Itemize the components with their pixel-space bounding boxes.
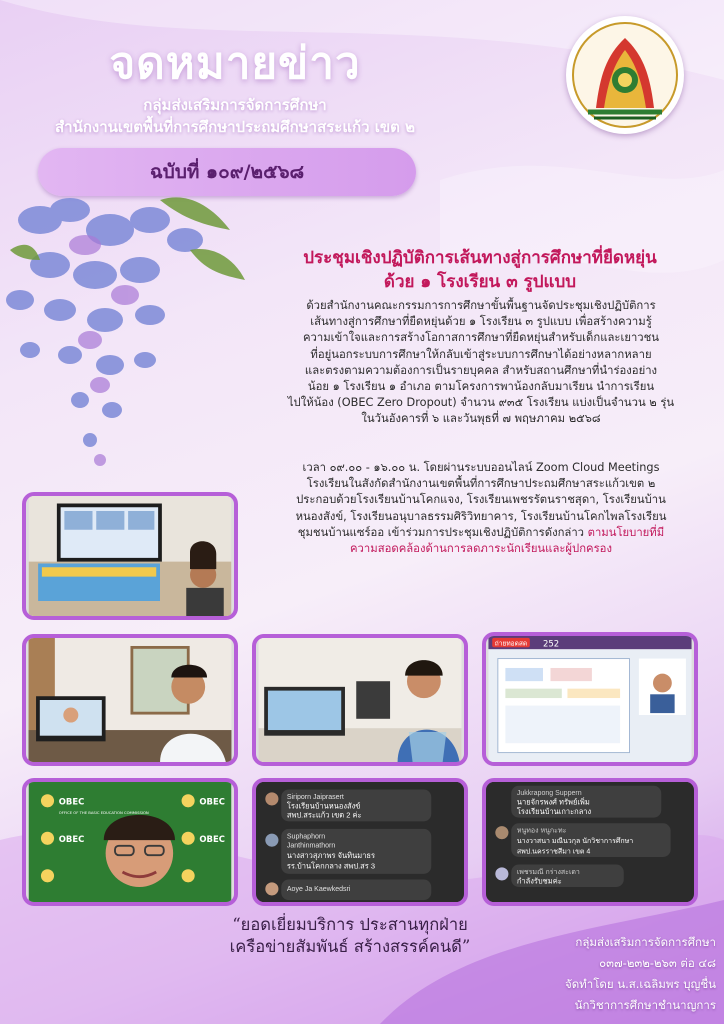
contact-author: จัดทำโดย น.ส.เฉลิมพร บุญชื่น xyxy=(564,977,716,991)
policy-highlight-line: ความสอดคล้องด้านการลดภาระนักเรียนและผู้ปกครอง xyxy=(350,542,612,556)
contact-department: กลุ่มส่งเสริมการจัดการศึกษา xyxy=(575,935,716,949)
chat-message: โรงเรียนบ้านเกาะกลาง xyxy=(516,806,592,816)
classroom-illustration xyxy=(26,496,234,616)
body-line: โรงเรียนในสังกัดสำนักงานเขตพื้นที่การศึกษาประถมศึกษาสระแก้วเขต ๒ xyxy=(306,477,656,491)
newsletter-title: จดหมายข่าว xyxy=(109,38,361,89)
contact-position: นักวิชาการศึกษาชำนาญการ xyxy=(574,998,716,1012)
department-name: กลุ่มส่งเสริมการจัดการศึกษา xyxy=(143,96,327,114)
body-line: หนองสังข์, โรงเรียนอนุบาลธรรมศิริวิทยาคาร, โรงเรียนบ้านโคกไพลโรงเรียน xyxy=(295,509,667,523)
body-line: ประกอบด้วยโรงเรียนบ้านโคกแจง, โรงเรียนเพชรรัตนราชสุดา, โรงเรียนบ้าน xyxy=(296,493,666,507)
chat-message: รร.บ้านโคกกลาง สพป.สร 3 xyxy=(286,861,376,871)
body-line: ด้วยสำนักงานคณะกรรมการการศึกษาขั้นพื้นฐานจัดประชุมเชิงปฏิบัติการ xyxy=(306,299,656,312)
headline-line-1: ประชุมเชิงปฏิบัติการเส้นทางสู่การศึกษาที่ยืดหยุ่น xyxy=(303,248,657,268)
motto-line-2: เครือข่ายสัมพันธ์ สร้างสรรค์คนดี” xyxy=(229,937,471,956)
body-text: ชุมชนบ้านแซร์ออ เข้าร่วมการประชุมเชิงปฏิบัติการดังกล่าว xyxy=(297,525,588,539)
contact-phone: ๐๓๗-๒๓๒-๒๖๓ ต่อ ๔๘ xyxy=(599,956,716,970)
live-label: ถ่ายทอดสด xyxy=(494,639,528,648)
chat-message: โรงเรียนบ้านหนองสังข์ xyxy=(286,801,361,811)
chat-name: Siriporn Jaiprasert xyxy=(286,793,344,801)
contact-info xyxy=(480,932,716,1016)
office-logo xyxy=(566,16,684,134)
chat-message: สพป.สระแก้ว เขต 2 ค่ะ xyxy=(286,810,362,820)
photo-man-laptop xyxy=(22,634,238,766)
article-headline xyxy=(255,246,705,294)
issue-badge xyxy=(38,148,416,196)
body-line: เวลา ๐๙.๐๐ - ๑๖.๐๐ น. โดยผ่านระบบออนไลน์ Zoom Cloud Meetings xyxy=(302,461,660,474)
obec-label: OBEC xyxy=(199,796,225,807)
body-line: น้อย ๑ โรงเรียน ๑ อำเภอ ตามโครงการพาน้องกลับมาเรียน นำการเรียน xyxy=(307,380,655,394)
obec-label: OBEC xyxy=(58,834,85,844)
obec-sublabel: OFFICE OF THE BASIC EDUCATION COMMISSION xyxy=(58,810,149,815)
body-line: ที่อยู่นอกระบบการศึกษาให้กลับเข้าสู่ระบบการศึกษาได้อย่างหลากหลาย xyxy=(310,347,652,361)
issue-number: ฉบับที่ ๑๐๙/๒๕๖๘ xyxy=(149,161,305,183)
office-name: สำนักงานเขตพื้นที่การศึกษาประถมศึกษาสระแก้ว เขต ๒ xyxy=(55,118,415,136)
chat-name: หนูทอง หนูกะทะ xyxy=(516,827,567,835)
chat-message: กำลังรับชมค่ะ xyxy=(516,876,562,886)
photo-chat-comments-a xyxy=(252,778,468,906)
body-line: และตรงตามความต้องการเป็นรายบุคคล สำหรับสถานศึกษาที่นำร่องอย่าง xyxy=(304,363,658,377)
chat-name: Suphaphorn xyxy=(286,833,326,841)
man-laptop-illustration xyxy=(26,638,234,762)
emblem-icon xyxy=(566,16,684,134)
chat-message: นางวาสนา มณีนวกุล นักวิชาการศึกษา xyxy=(516,837,634,845)
photo-live-stream xyxy=(482,632,698,766)
chat-name: Aoye Ja Kaewkedsri xyxy=(286,885,351,893)
chat-name: Jukkrapong Suppern xyxy=(516,790,582,798)
live-stream-illustration xyxy=(486,636,694,762)
chat-message: นายจักรพงศ์ ทรัพย์เพิ่ม xyxy=(516,797,590,807)
chat-a-illustration xyxy=(256,782,464,902)
body-line: ไปให้น้อง (OBEC Zero Dropout) จำนวน ๙๓๕ โรงเรียน แบ่งเป็นจำนวน ๒ รุ่น xyxy=(287,396,675,410)
obec-backdrop-illustration xyxy=(26,782,234,902)
body-line xyxy=(248,525,714,541)
body-line: ในวันอังคารที่ ๖ และวันพุธที่ ๗ พฤษภาคม ๒๕๖๘ xyxy=(361,412,601,426)
photo-woman-laptop xyxy=(252,634,468,766)
photo-classroom-monitor xyxy=(22,492,238,620)
viewer-count: 252 xyxy=(542,638,560,649)
obec-label: OBEC xyxy=(199,834,225,844)
body-line: ความเข้าใจและการสร้างโอกาสการศึกษาที่ยืดหยุ่นสำหรับเด็กและเยาวชน xyxy=(302,331,660,345)
article-body xyxy=(248,298,714,428)
obec-label: OBEC xyxy=(58,796,85,807)
photo-chat-comments-b xyxy=(482,778,698,906)
chat-name: เพชรมณี กร่างสะเดา xyxy=(516,868,580,876)
body-line: เส้นทางสู่การศึกษาที่ยืดหยุ่นด้วย ๑ โรงเรียน ๓ รูปแบบ เพื่อสร้างความรู้ xyxy=(310,315,652,329)
photo-obec-speaker xyxy=(22,778,238,906)
article-body-continued xyxy=(248,460,714,557)
motto-line-1: “ยอดเยี่ยมบริการ ประสานทุกฝ่าย xyxy=(232,915,468,934)
policy-highlight: ตามนโยบายที่มี xyxy=(587,525,665,539)
motto-quote xyxy=(180,914,520,958)
wisteria-illustration xyxy=(0,190,250,490)
chat-message: สพป.นครราชสีมา เขต 4 xyxy=(516,848,591,856)
chat-b-illustration xyxy=(486,782,694,902)
headline-line-2: ด้วย ๑ โรงเรียน ๓ รูปแบบ xyxy=(383,272,577,292)
chat-name: Janthinmathorn xyxy=(286,842,336,850)
chat-message: นางสาวสุภาพร จันทินมาธร xyxy=(286,850,376,860)
woman-laptop-illustration xyxy=(256,638,464,762)
